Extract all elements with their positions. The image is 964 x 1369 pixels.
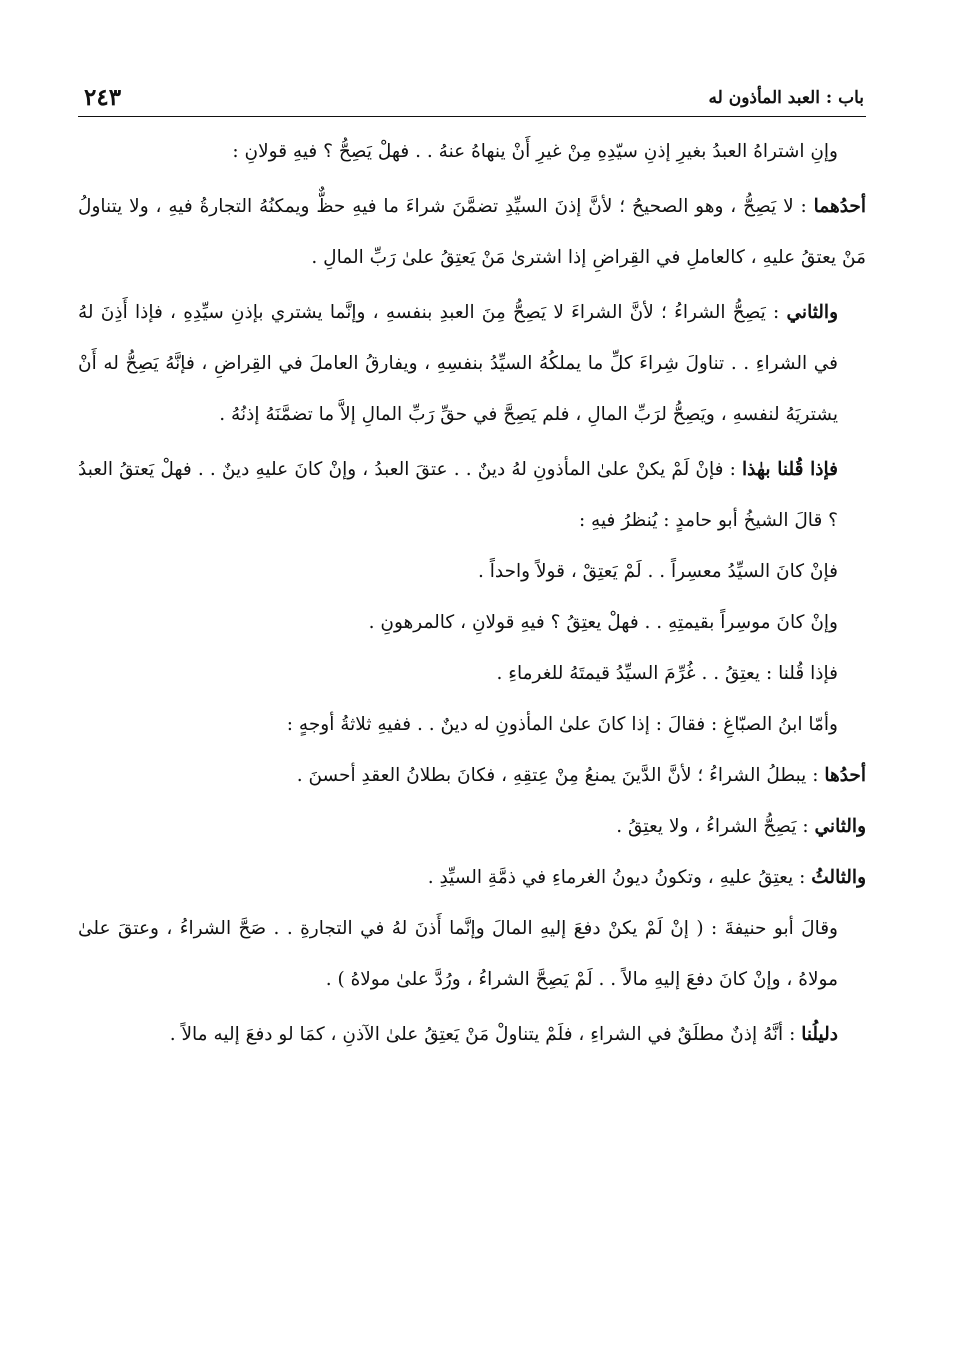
paragraph [78,750,866,801]
paragraph [78,546,866,597]
paragraph-text: وأمّا ابنُ الصبّاغِ : فقالَ : إذا كانَ علىٰ المأذونِ له دينٌ . . ففيهِ ثلاثةُ أوجهٍ : [286,714,838,735]
paragraph [78,181,866,283]
paragraph-lead: فإذا قُلنا بهٰذا [742,459,838,480]
paragraph-text: فإذا قُلنا : يعتِقُ . . غُرِّمَ السيِّدُ قيمتَهُ للغرماءِ . [496,663,838,684]
paragraph-text: : لا يَصِحُّ ، وهو الصحيحُ ؛ لأنَّ إذنَ السيِّدِ تضمَّنَ شراءَ ما فيهِ حظٌّ ويمكنُهُ التجارةُ فيهِ ، ولا يتناولُ مَنْ يعتقُ عليهِ ، كالعاملِ في القِراضِ إذا اشترىٰ مَنْ يَعتِقُ علىٰ رَبِّ المالِ . [78,196,866,268]
paragraph [78,287,866,440]
paragraph-lead: دليلُنا [801,1024,838,1045]
paragraph [78,648,866,699]
paragraph-text: : يَصِحُّ الشراءُ ؛ لأنَّ الشراءَ لا يَصِحُّ مِنَ العبدِ بنفسهِ ، وإنَّما يشتري بإذنِ سيِّدِهِ ، فإذا أَذِنَ لهُ في الشراءِ . . تناولَ شِراءَ كلِّ ما يملكُهُ السيِّدُ بنفسِهِ ، ويفارقُ العاملَ في القِراضِ ، فإنَّهُ يَصِحُّ له أَنْ يشتريَهُ لنفسهِ ، ويَصِحُّ لرَبِّ المالِ ، فلم يَصِحَّ في حقِّ رَبِّ المالِ إلاَّ ما تضمَّنَهُ إذنُهُ . [78,302,838,425]
paragraph-text: : يعتِقُ عليهِ ، وتكونُ ديونُ الغرماءِ في ذمَّةِ السيِّدِ . [427,867,812,888]
paragraph [78,903,866,1005]
paragraph [78,699,866,750]
paragraph-text: : يَصِحُّ الشراءُ ، ولا يعتِقُ . [616,816,815,837]
page-number: ٢٤٣ [84,84,122,111]
paragraph-text: : يبطلُ الشراءُ ؛ لأنَّ الدَّينَ يمنعُ مِنْ عِتقِهِ ، فكانَ بطلانُ العقدِ أحسنَ . [296,765,825,786]
chapter-title: باب : العبد المأذون له [708,88,864,108]
paragraph-text: فإنْ كانَ السيِّدُ معسِراً . . لَمْ يَعتِقْ ، قولاً واحداً . [477,561,838,582]
page-body [78,126,866,1060]
paragraph-lead: أحدُهما [813,196,866,217]
paragraph-lead: أحدُها [824,765,866,786]
paragraph [78,1009,866,1060]
paragraph-lead: والثاني [814,816,866,837]
paragraph-text: : فإنْ لَمْ يكنْ علىٰ المأذونِ لهُ دينٌ . . عتقَ العبدُ ، وإنْ كانَ عليهِ دينٌ . . فهلْ يَعتقُ العبدُ ؟ قالَ الشيخُ أبو حامدٍ : يُنظرُ فيهِ : [78,459,838,531]
paragraph [78,444,866,546]
paragraph-text: : أنَّهُ إذنٌ مطلَقٌ في الشراءِ ، فلَمْ يتناولْ مَنْ يَعتِقُ علىٰ الآذنِ ، كمَا لو دفعَ إليه مالاً . [169,1024,802,1045]
paragraph-text: وإنِ اشتراهُ العبدُ بغيرِ إذنِ سيّدِهِ مِنْ غيرِ أَنْ ينهاهُ عنهُ . . فهلْ يَصِحُّ ؟ فيهِ قولانِ : [232,141,838,162]
paragraph [78,801,866,852]
paragraph-text: وقالَ أبو حنيفةَ : ( إنْ لَمْ يكنْ دفعَ إليهِ المالَ وإنَّما أَذنَ لهُ في التجارةِ . . صَحَّ الشراءُ ، وعتقَ علىٰ مولاهُ ، وإنْ كانَ دفعَ إليهِ مالاً . . لَمْ يَصِحَّ الشراءُ ، ورُدَّ علىٰ مولاهُ ) . [78,918,838,990]
paragraph [78,852,866,903]
paragraph-lead: والثاني [786,302,838,323]
paragraph [78,597,866,648]
paragraph-text: وإنْ كانَ موسِراً بقيمتِهِ . . فهلْ يعتِقُ ؟ فيهِ قولانِ ، كالمرهونِ . [368,612,838,633]
paragraph-lead: والثالثُ [811,867,866,888]
page-header [78,82,866,117]
paragraph [78,126,866,177]
